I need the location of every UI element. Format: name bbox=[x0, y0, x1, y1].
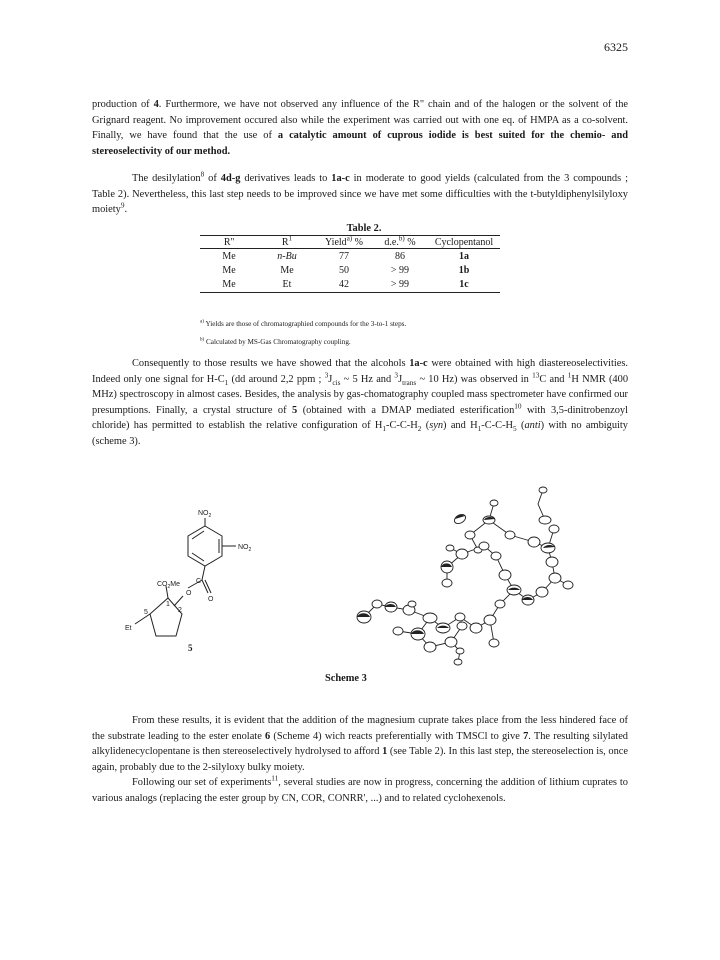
data-table bbox=[200, 235, 500, 293]
table-cell: Et bbox=[258, 277, 316, 292]
col-header: d.e.$^{b)}$ % bbox=[372, 236, 428, 249]
label-no2-right: $NO_2$ bbox=[238, 544, 252, 553]
col-header: R'' bbox=[200, 236, 258, 249]
label-no2-top: $NO_2$ bbox=[198, 510, 212, 519]
label-pos1: 1 bbox=[166, 601, 170, 608]
table-cell: 42 bbox=[316, 277, 372, 292]
structure-drawing bbox=[135, 518, 236, 636]
label-o1: O bbox=[186, 590, 192, 597]
crystal-structure-ortep bbox=[357, 487, 573, 665]
page-number: 6325 bbox=[604, 40, 628, 54]
table-row bbox=[200, 277, 500, 292]
paragraph-5: Following our set of experiments$^{11}$, several studies are now in progress, concerning the addition of lithium cuprates to various analogs (replacing the ester group by CN, COR, CONRR', ...) and to related cyclohexenols. bbox=[92, 774, 628, 804]
table-2 bbox=[200, 223, 522, 293]
table-cell: 86 bbox=[395, 250, 405, 262]
table-cell: 77 bbox=[339, 250, 349, 262]
table-title: Table 2. bbox=[346, 223, 382, 234]
table-cell: n-Bu bbox=[277, 250, 297, 262]
label-o2: O bbox=[208, 596, 214, 603]
structure-labels bbox=[125, 510, 252, 632]
table-footnote-b: $^{b)}$ Calculated by MS-Gas Chromatography coupling. bbox=[200, 337, 351, 346]
table-row bbox=[200, 263, 500, 277]
label-pos2: 2 bbox=[178, 607, 182, 614]
col-header: Yield$^{a)}$ % bbox=[316, 236, 372, 249]
table-footnote-a: $^{a)}$ Yields are those of chromatographied compounds for the 3-to-1 steps. bbox=[200, 319, 407, 328]
table-cell: Me bbox=[200, 277, 258, 292]
scheme-3-figure bbox=[0, 480, 720, 690]
table-cell: Me bbox=[222, 264, 236, 276]
compound-number-5: 5 bbox=[188, 643, 193, 653]
paragraph-2: The desilylation$^8$ of 4d-g derivatives leads to 1a-c in moderate to good yields (calculated from the 3 compounds ; Table 2). Nevertheless, this last step needs to be improved since we have met some difficulties with the t-butyldiphenylsilyloxy moiety$^9$. bbox=[92, 170, 628, 216]
label-c: C bbox=[196, 578, 202, 585]
paragraph-3: Consequently to those results we have showed that the alcohols 1a-c were obtained with high diastereoselectivities. Indeed only one signal for $H-C_1$ (dd around 2,2 ppm ; $^3J_{cis}$ ~ 5 Hz and $^3J_{trans}$ ~ 10 Hz) was observed in $^{13}$C and $^1$H NMR (400 MHz) spectroscopy in almost cases. Besides, the analysis by gas-chomatography coupled mass spectrometer have confirmed our presumptions. Finally, a crystal structure of 5 (obtained with a DMAP mediated esterification$^{10}$ with 3,5-dinitrobenzoyl chloride) has permitted to establish the relative configuration of $H_1-C-C-H_2$ (syn) and $H_1-C-C-H_5$ (anti) with no ambiguity (scheme 3). bbox=[92, 358, 629, 447]
table-cell: 50 bbox=[339, 264, 349, 276]
table-row bbox=[200, 249, 500, 264]
paragraph-1: production of 4. Furthermore, we have not observed any influence of the R" chain and of the halogen or the solvent of the Grignard reagent. No improvement occured also while the experiment was carried out with one eq. of HMPA as a co-solvent. Finally, we have found that the use of a catalytic amount of cuprous iodide is best suited for the chemio- and stereoselectivity of our method. bbox=[92, 99, 629, 157]
table-cell: > 99 bbox=[372, 277, 428, 292]
table-cell: 1c bbox=[428, 277, 500, 292]
col-header: Cyclopentanol bbox=[428, 236, 500, 249]
table-cell: Me bbox=[222, 250, 236, 262]
table-cell: > 99 bbox=[390, 264, 410, 276]
table-cell: Me bbox=[280, 264, 294, 276]
col-header: $R^1$ bbox=[258, 236, 316, 249]
label-pos5: 5 bbox=[144, 609, 148, 616]
label-et: Et bbox=[125, 625, 132, 632]
table-cell: 1b bbox=[458, 264, 470, 276]
label-co2me: $CO_2Me$ bbox=[157, 581, 181, 590]
table-header-row bbox=[200, 236, 500, 249]
table-cell: 1a bbox=[459, 250, 469, 262]
paragraph-4: From these results, it is evident that the addition of the magnesium cuprate takes place from the less hindered face of the substrate leading to the ester enolate 6 (Scheme 4) wich reacts preferentially with TMSCl to give 7. The resulting silylated alkylidenecyclopentane is then stereoselectively hydrolysed to afford 1 (see Table 2). In this last step, the stereoselection is, once again, probably due to the 2-silyloxy bulky moiety. Following our set of experiments$^{11}$, several studies are now in progress, concerning the addition of lithium cuprates to various analogs (replacing the ester group by CN, COR, CONRR', ...) and to related cyclohexenols. bbox=[92, 713, 628, 807]
scheme-label: Scheme 3 bbox=[325, 673, 367, 684]
